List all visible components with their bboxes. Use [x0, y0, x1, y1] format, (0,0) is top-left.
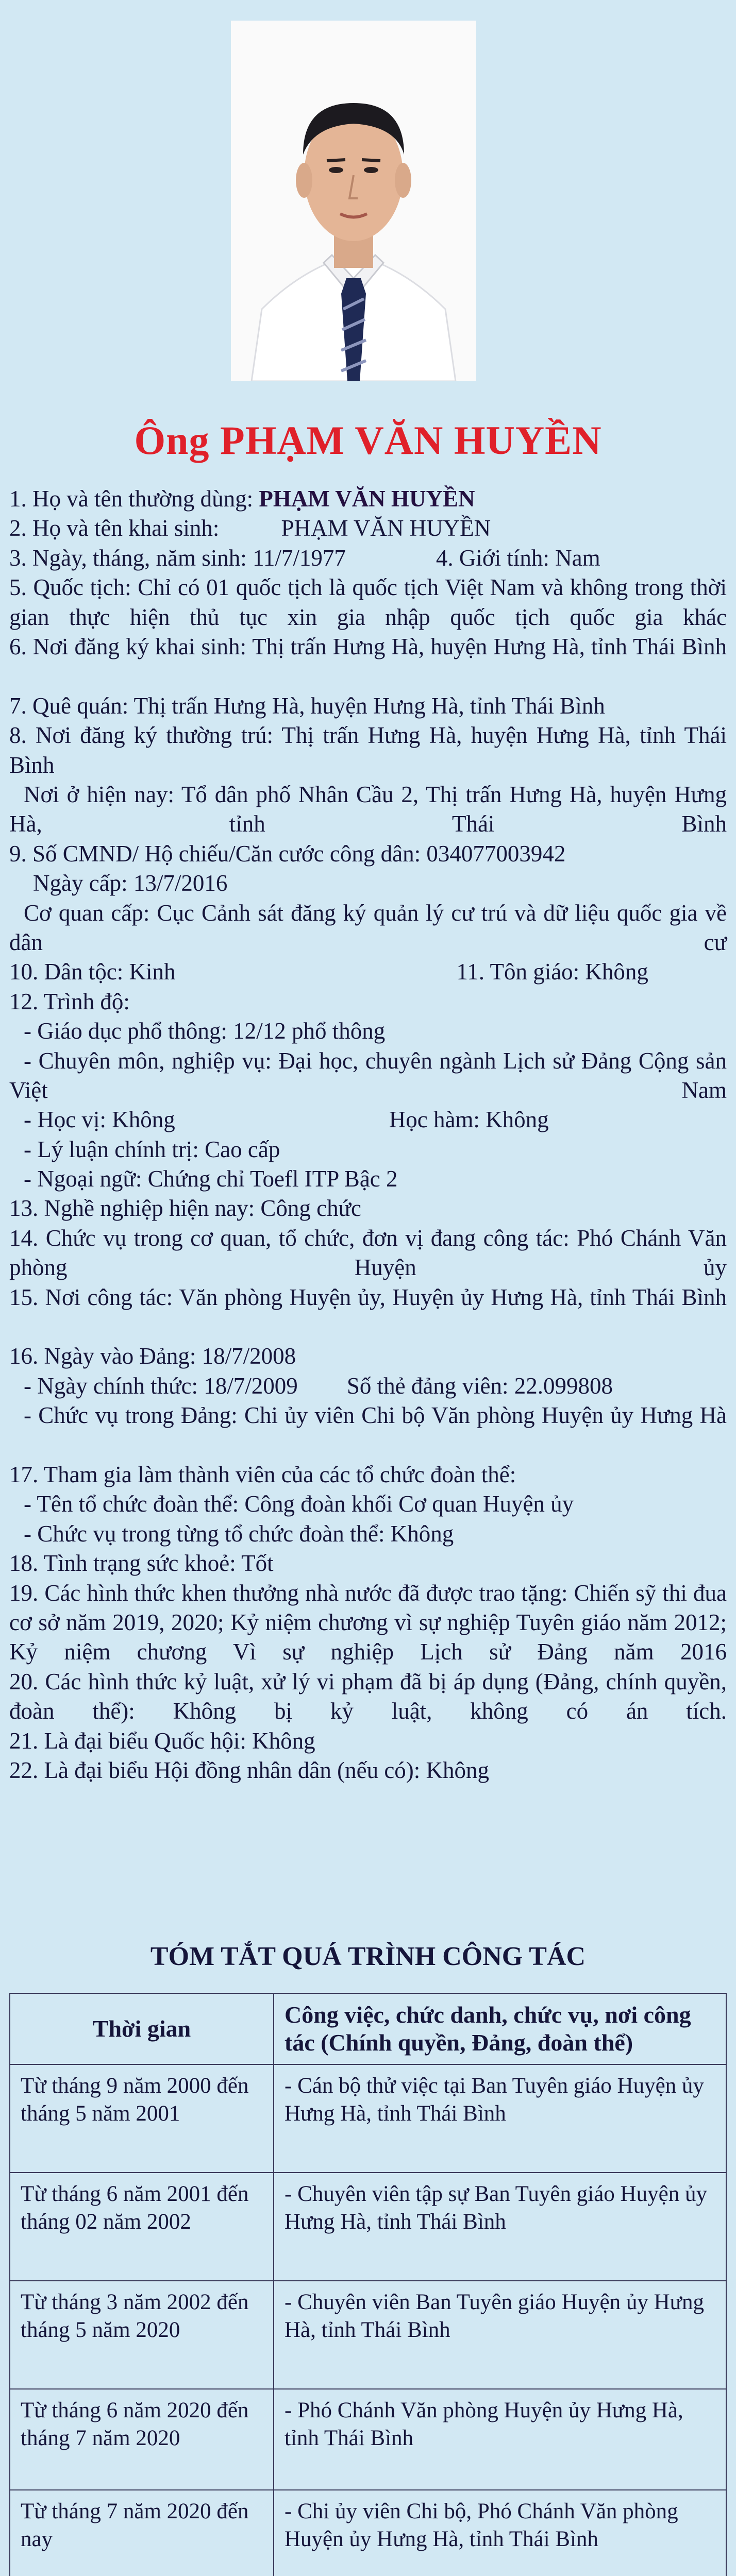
item-6: 6. Nơi đăng ký khai sinh: Thị trấn Hưng Hà, huyện Hưng Hà, tỉnh Thái Bình [9, 633, 727, 659]
item-18: 18. Tình trạng sức khoẻ: Tốt [9, 1550, 274, 1577]
row-time: Từ tháng 3 năm 2002 đến tháng 5 năm 2020 [10, 2281, 274, 2389]
item-2: 2. Họ và tên khai sinh: PHẠM VĂN HUYỀN [9, 515, 491, 541]
item-22: 22. Là đại biểu Hội đồng nhân dân (nếu có): Không [9, 1757, 490, 1783]
item-21: 21. Là đại biểu Quốc hội: Không [9, 1727, 315, 1754]
header-time: Thời gian [10, 1993, 274, 2064]
item-1: 1. Họ và tên thường dùng: PHẠM VĂN HUYỀN [9, 486, 475, 512]
table-row [10, 2281, 726, 2389]
item-8-current-residence: Nơi ở hiện nay: Tổ dân phố Nhân Cầu 2, Thị trấn Hưng Hà, huyện Hưng Hà, tỉnh Thái Bình [9, 781, 727, 837]
item-13: 13. Nghề nghiệp hiện nay: Công chức [9, 1195, 361, 1222]
row-work: - Chuyên viên tập sự Ban Tuyên giáo Huyện ủy Hưng Hà, tỉnh Thái Bình [274, 2173, 726, 2281]
item-5: 5. Quốc tịch: Chỉ có 01 quốc tịch là quốc tịch Việt Nam và không trong thời gian thực hiện thủ tục xin gia nhập quốc tịch quốc gia khác [9, 574, 727, 630]
row-time: Từ tháng 6 năm 2020 đến tháng 7 năm 2020 [10, 2389, 274, 2490]
item-12-political-theory: - Lý luận chính trị: Cao cấp [24, 1136, 280, 1162]
work-history-title: TÓM TẮT QUÁ TRÌNH CÔNG TÁC [150, 1942, 586, 1971]
row-work: - Chuyên viên Ban Tuyên giáo Huyện ủy Hưng Hà, tỉnh Thái Bình [274, 2281, 726, 2389]
page-title: Ông PHẠM VĂN HUYỀN [134, 418, 602, 463]
table-header-row [10, 1993, 726, 2064]
item-16-party-position: - Chức vụ trong Đảng: Chi ủy viên Chi bộ Văn phòng Huyện ủy Hưng Hà [24, 1402, 727, 1429]
header-work: Công việc, chức danh, chức vụ, nơi công tác (Chính quyền, Đảng, đoàn thể) [274, 1993, 726, 2064]
table-row [10, 2064, 726, 2173]
table-row [10, 2490, 726, 2576]
personal-details [9, 484, 727, 1785]
item-12-general-education: - Giáo dục phổ thông: 12/12 phổ thông [24, 1018, 386, 1044]
item-17-organization: - Tên tổ chức đoàn thể: Công đoàn khối Cơ quan Huyện ủy [24, 1491, 574, 1517]
item-19: 19. Các hình thức khen thưởng nhà nước đã được trao tặng: Chiến sỹ thi đua cơ sở năm 2019, 2020; Kỷ niệm chương vì sự nghiệp Tuyên giáo năm 2012; Kỷ niệm chương Vì sự nghiệp Lịch sử Đảng năm 2016 [9, 1580, 727, 1665]
work-history-table [9, 1993, 727, 2576]
row-time: Từ tháng 7 năm 2020 đến nay [10, 2490, 274, 2576]
birth-name: PHẠM VĂN HUYỀN [281, 515, 491, 541]
row-time: Từ tháng 6 năm 2001 đến tháng 02 năm 2002 [10, 2173, 274, 2281]
row-work: - Cán bộ thử việc tại Ban Tuyên giáo Huyện ủy Hưng Hà, tỉnh Thái Bình [274, 2064, 726, 2173]
item-12-degree: - Học vị: Không Học hàm: Không [24, 1107, 549, 1133]
item-12-specialty: - Chuyên môn, nghiệp vụ: Đại học, chuyên ngành Lịch sử Đảng Cộng sản Việt Nam [9, 1047, 727, 1103]
item-9-issue-date: Ngày cấp: 13/7/2016 [33, 870, 228, 896]
item-20: 20. Các hình thức kỷ luật, xử lý vi phạm đã bị áp dụng (Đảng, chính quyền, đoàn thể): Không bị kỷ luật, không có án tích. [9, 1668, 727, 1724]
item-9-issuer: Cơ quan cấp: Cục Cảnh sát đăng ký quản lý cư trú và dữ liệu quốc gia về dân cư [9, 900, 727, 955]
item-9: 9. Số CMND/ Hộ chiếu/Căn cước công dân: 034077003942 [9, 840, 566, 867]
item-10-11: 10. Dân tộc: Kinh 11. Tôn giáo: Không [9, 959, 648, 985]
item-3-4: 3. Ngày, tháng, năm sinh: 11/7/1977 4. Giới tính: Nam [9, 545, 600, 571]
row-work: - Chi ủy viên Chi bộ, Phó Chánh Văn phòng Huyện ủy Hưng Hà, tỉnh Thái Bình [274, 2490, 726, 2576]
item-12-foreign-language: - Ngoại ngữ: Chứng chỉ Toefl ITP Bậc 2 [24, 1166, 398, 1192]
item-8: 8. Nơi đăng ký thường trú: Thị trấn Hưng Hà, huyện Hưng Hà, tỉnh Thái Bình [9, 722, 727, 778]
common-name: PHẠM VĂN HUYỀN [259, 486, 475, 512]
item-17: 17. Tham gia làm thành viên của các tổ chức đoàn thể: [9, 1462, 516, 1488]
item-17-position: - Chức vụ trong từng tổ chức đoàn thể: Không [24, 1520, 454, 1547]
table-row [10, 2389, 726, 2490]
item-7: 7. Quê quán: Thị trấn Hưng Hà, huyện Hưng Hà, tỉnh Thái Bình [9, 692, 605, 719]
row-work: - Phó Chánh Văn phòng Huyện ủy Hưng Hà, tỉnh Thái Bình [274, 2389, 726, 2490]
portrait-photo [231, 21, 476, 381]
item-12: 12. Trình độ: [9, 988, 130, 1014]
row-time: Từ tháng 9 năm 2000 đến tháng 5 năm 2001 [10, 2064, 274, 2173]
item-16-official-date: - Ngày chính thức: 18/7/2009 Số thẻ đảng viên: 22.099808 [24, 1372, 613, 1399]
item-15: 15. Nơi công tác: Văn phòng Huyện ủy, Huyện ủy Hưng Hà, tỉnh Thái Bình [9, 1284, 727, 1310]
table-row [10, 2173, 726, 2281]
item-16: 16. Ngày vào Đảng: 18/7/2008 [9, 1343, 296, 1369]
item-14: 14. Chức vụ trong cơ quan, tổ chức, đơn vị đang công tác: Phó Chánh Văn phòng Huyện ủy [9, 1225, 727, 1281]
